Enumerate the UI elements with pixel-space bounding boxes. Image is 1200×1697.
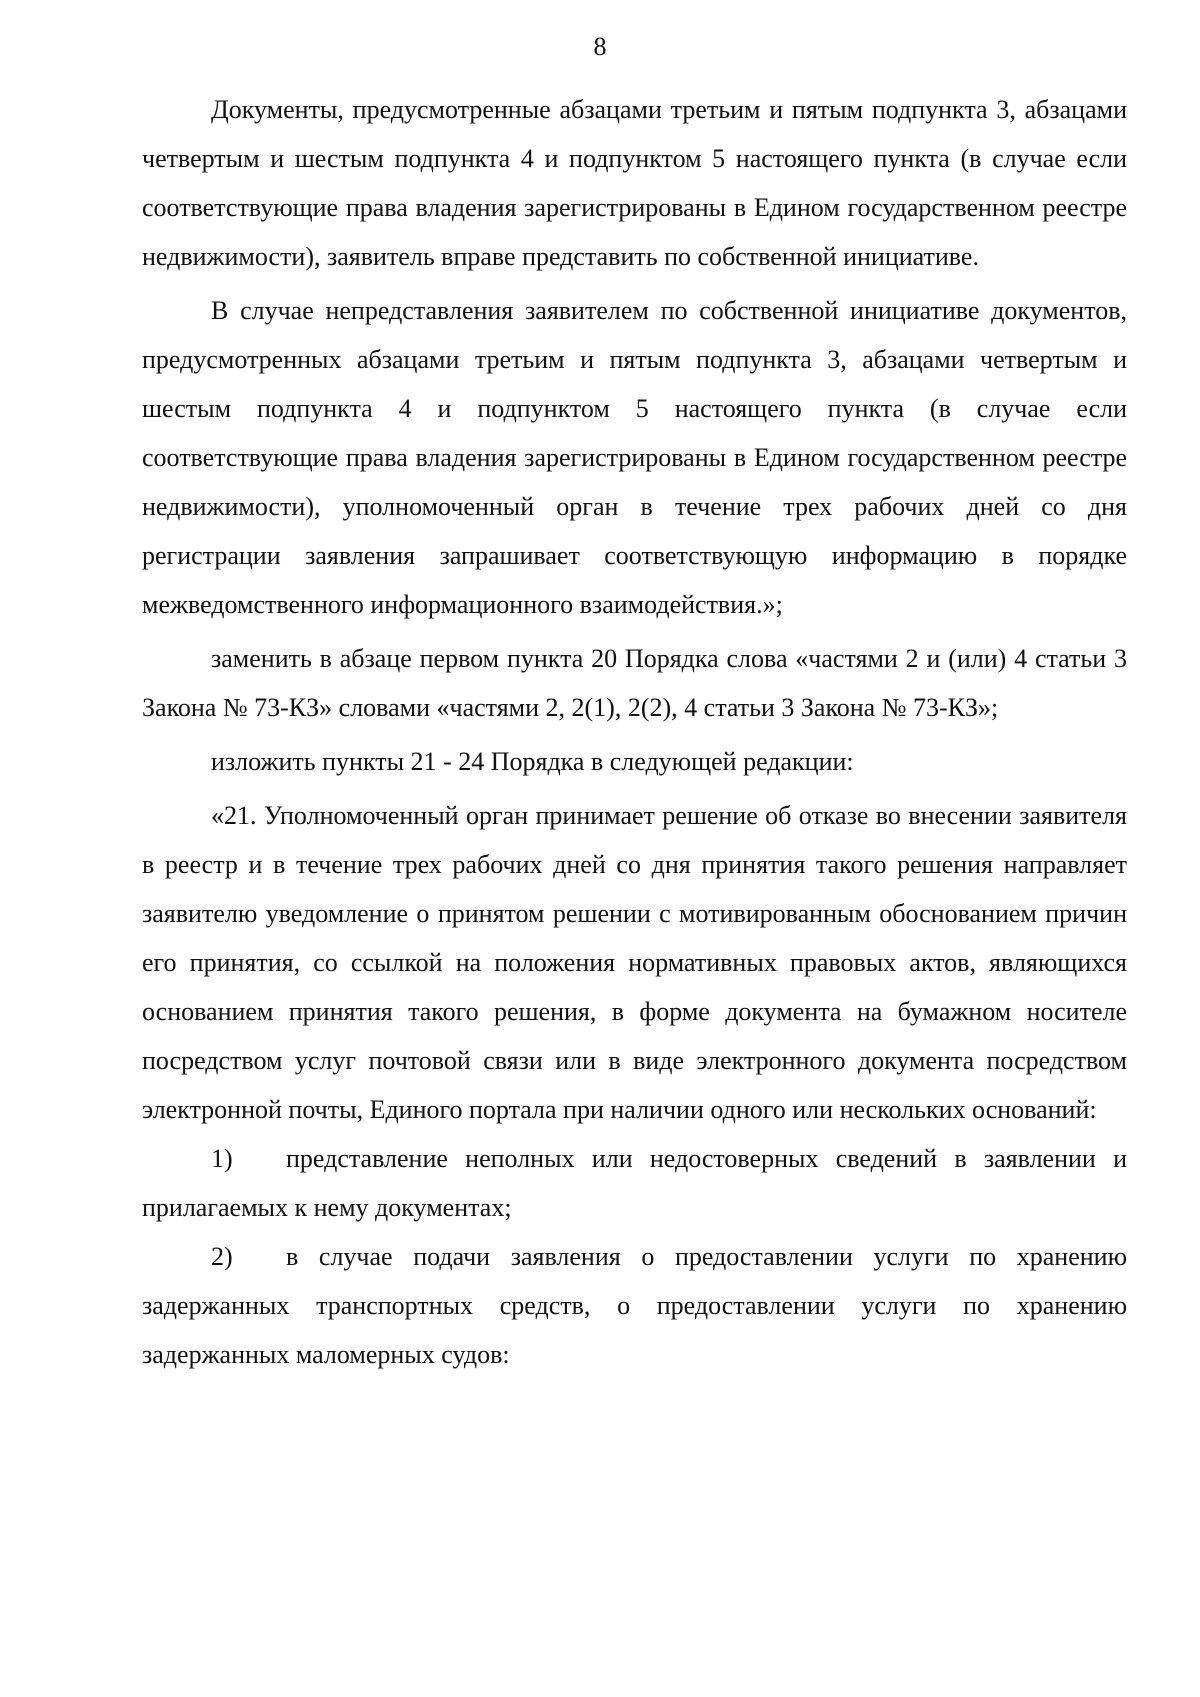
paragraph: изложить пункты 21 - 24 Порядка в следующей редакции: [211, 747, 854, 776]
page-number: 8 [593, 32, 607, 61]
document-body [142, 85, 1127, 1379]
paragraph: Документы, предусмотренные абзацами третьим и пятым подпункта 3, абзацами четвертым и шестым подпункта 4 и подпунктом 5 настоящего пункта (в случае если соответствующие права владения зарегистрированы в Едином государственном реестре недвижимости), заявитель вправе представить по собственной инициативе. [142, 95, 1127, 271]
list-item [142, 1134, 1127, 1232]
list-item-text: представление неполных или недостоверных сведений в заявлении и прилагаемых к нему документах; [142, 1144, 1127, 1222]
paragraph: заменить в абзаце первом пункта 20 Порядка слова «частями 2 и (или) 4 статьи 3 Закона № 73-КЗ» словами «частями 2, 2(1), 2(2), 4 статьи 3 Закона № 73-КЗ»; [142, 644, 1127, 722]
paragraph: В случае непредставления заявителем по собственной инициативе документов, предусмотренных абзацами третьим и пятым подпункта 3, абзацами четвертым и шестым подпункта 4 и подпунктом 5 настоящего пункта (в случае если соответствующие права владения зарегистрированы в Едином государственном реестре недвижимости), уполномоченный орган в течение трех рабочих дней со дня регистрации заявления запрашивает соответствующую информацию в порядке межведомственного информационного взаимодействия.»; [142, 296, 1127, 619]
list-item [142, 1232, 1127, 1379]
list-item-text: в случае подачи заявления о предоставлении услуги по хранению задержанных транспортных средств, о предоставлении услуги по хранению задержанных маломерных судов: [142, 1242, 1127, 1369]
list-item-number: 2) [211, 1242, 233, 1271]
list-item-number: 1) [211, 1144, 233, 1173]
paragraph: «21. Уполномоченный орган принимает решение об отказе во внесении заявителя в реестр и в течение трех рабочих дней со дня принятия такого решения направляет заявителю уведомление о принятом решении с мотивированным обоснованием причин его принятия, со ссылкой на положения нормативных правовых актов, являющихся основанием принятия такого решения, в форме документа на бумажном носителе посредством услуг почтовой связи или в виде электронного документа посредством электронной почты, Единого портала при наличии одного или нескольких оснований: [142, 801, 1127, 1124]
